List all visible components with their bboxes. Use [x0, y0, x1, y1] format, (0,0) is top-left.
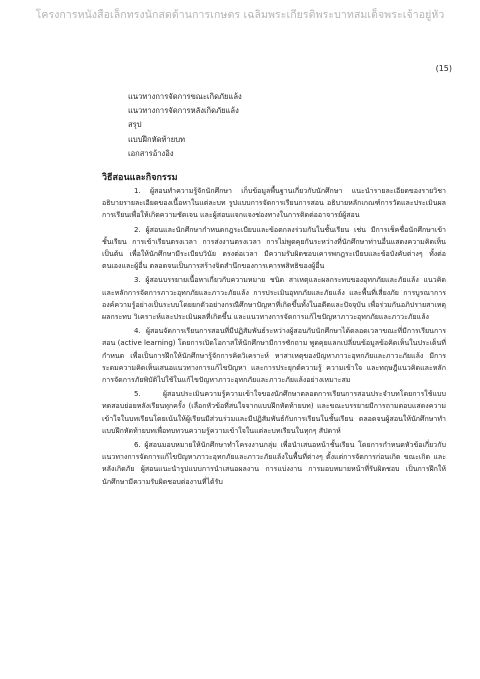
paragraph: 4. ผู้สอนจัดการเรียนการสอนที่มีปฏิสัมพันธ์ระหว่างผู้สอนกับนักศึกษาได้ตลอดเวลาขณะที่มีการเรียนการสอน (active learning) โดยการเปิดโอกาสให้นักศึกษามีการซักถาม พูดคุยแลกเปลี่ยนข้อมูลข้อคิดเห็นในประเด็นที่กำหนด เพื่อเป็นการฝึกให้นักศึกษารู้จักการคิดวิเคราะห์ หาสาเหตุของปัญหาภาวะอุทกภัยและภาวะภัยแล้ง มีการระดมความคิดเห็นเสนอแนวทางการแก้ไขปัญหา และการประยุกต์ความรู้ ความเข้าใจ และทฤษฎีแนวคิดและหลักการจัดการภัยพิบัติไปใช้ในแก้ไขปัญหาภาวะอุทกภัยและภาวะภัยแล้งอย่างเหมาะสม — [102, 326, 446, 385]
outline-item: แนวทางการจัดการหลังเกิดภัยแล้ง — [128, 106, 239, 116]
page-header: โครงการหนังสือเล็กทรงนักสดด้านการเกษตร เฉลิมพระเกียรติพระบาทสมเด็จพระเจ้าอยู่หัว — [35, 9, 445, 21]
paragraph: 3. ผู้สอนบรรยายเนื้อหาเกี่ยวกับความหมาย ชนิด สาเหตุและผลกระทบของอุทกภัยและภัยแล้ง แนวคิดและหลักการจัดการภาวะอุทกภัยและภาวะภัยแล้ง การประเมินอุทกภัยและภัยแล้ง และพื้นที่เสี่ยงภัย การบูรณาการองค์ความรู้อย่างเป็นระบบโดยยกตัวอย่างกรณีศึกษาปัญหาที่เกิดขึ้นทั้งในอดีตและปัจจุบัน เพื่อร่วมกันอภิปรายสาเหตุ ผลกระทบ วิเคราะห์และประเมินผลที่เกิดขึ้น และแนวทางการจัดการแก้ไขปัญหาภาวะอุทกภัยและภาวะภัยแล้ง — [102, 275, 446, 322]
outline-item: สรุป — [128, 120, 142, 130]
outline-item: เอกสารอ้างอิง — [128, 148, 174, 158]
paragraph: 1. ผู้สอนทำความรู้จักนักศึกษา เก็บข้อมูลพื้นฐานเกี่ยวกับนักศึกษา แนะนำรายละเอียดของรายวิชา อธิบายรายละเอียดของเนื้อหาในแต่ละบท รูปแบบการจัดการเรียนการสอน อธิบายหลักเกณฑ์การวัดและประเมินผลการเรียนเพื่อให้เกิดความชัดเจน และผู้สอนแจกแจงช่องทางในการติดต่ออาจารย์ผู้สอน — [102, 186, 446, 220]
outline-item: แบบฝึกหัดท้ายบท — [128, 134, 186, 144]
paragraph: 6. ผู้สอนมอบหมายให้นักศึกษาทำโครงงานกลุ่ม เพื่อนำเสนอหน้าชั้นเรียน โดยการกำหนดหัวข้อเกี่ยวกับแนวทางการจัดการแก้ไขปัญหาภาวะอุทกภัยและภาวะภัยแล้งในพื้นที่ต่างๆ ตั้งแต่การจัดการก่อนเกิด ขณะเกิด และหลังเกิดภัย ผู้สอนแนะนำรูปแบบการนำเสนอผลงาน การแบ่งงาน การมอบหมายหน้าที่รับผิดชอบ เป็นการฝึกให้นักศึกษามีความรับผิดชอบต่องานที่ได้รับ — [102, 440, 446, 486]
chapter-outline — [128, 90, 242, 161]
page-number: (15) — [435, 64, 452, 73]
body-text — [102, 185, 446, 490]
paragraph: 5. ผู้สอนประเมินความรู้ความเข้าใจของนักศึกษาตลอดการเรียนการสอนประจำบทโดยการใช้แบบทดสอบย่อยหลังเรียนทุกครั้ง (เลือกหัวข้อที่สนใจจากแบบฝึกหัดท้ายบท) และขณะบรรยายมีการถามตอบแสดงความเข้าใจในบทเรียนโดยเน้นให้ผู้เรียนมีส่วนร่วมและมีปฏิสัมพันธ์กับการเรียนในชั้นเรียน ตลอดจนผู้สอนให้นักศึกษาทำแบบฝึกหัดท้ายบทเพื่อทบทวนความรู้ความเข้าใจในแต่ละบทเรียนในทุกๆ สัปดาห์ — [102, 389, 446, 435]
paragraph: 2. ผู้สอนและนักศึกษากำหนดกฎระเบียบและข้อตกลงร่วมกันในชั้นเรียน เช่น มีการเช็คชื่อนักศึกษาเข้าชั้นเรียน การเข้าเรียนตรงเวลา การส่งงานตรงเวลา การไม่พูดคุยกันระหว่างที่นักศึกษาท่านอื่นแสดงความคิดเห็น เป็นต้น เพื่อให้นักศึกษามีระเบียบวินัย ตรงต่อเวลา มีความรับผิดชอบเคารพกฎระเบียบและข้อบังคับต่างๆ ทั้งต่อตนเองและผู้อื่น ตลอดจนเป็นการสร้างจิตสำนึกของการเคารพสิทธิของผู้อื่น — [102, 224, 446, 271]
outline-item: แนวทางการจัดการขณะเกิดภัยแล้ง — [128, 92, 242, 101]
section-title: วิธีสอนและกิจกรรม — [102, 173, 178, 183]
